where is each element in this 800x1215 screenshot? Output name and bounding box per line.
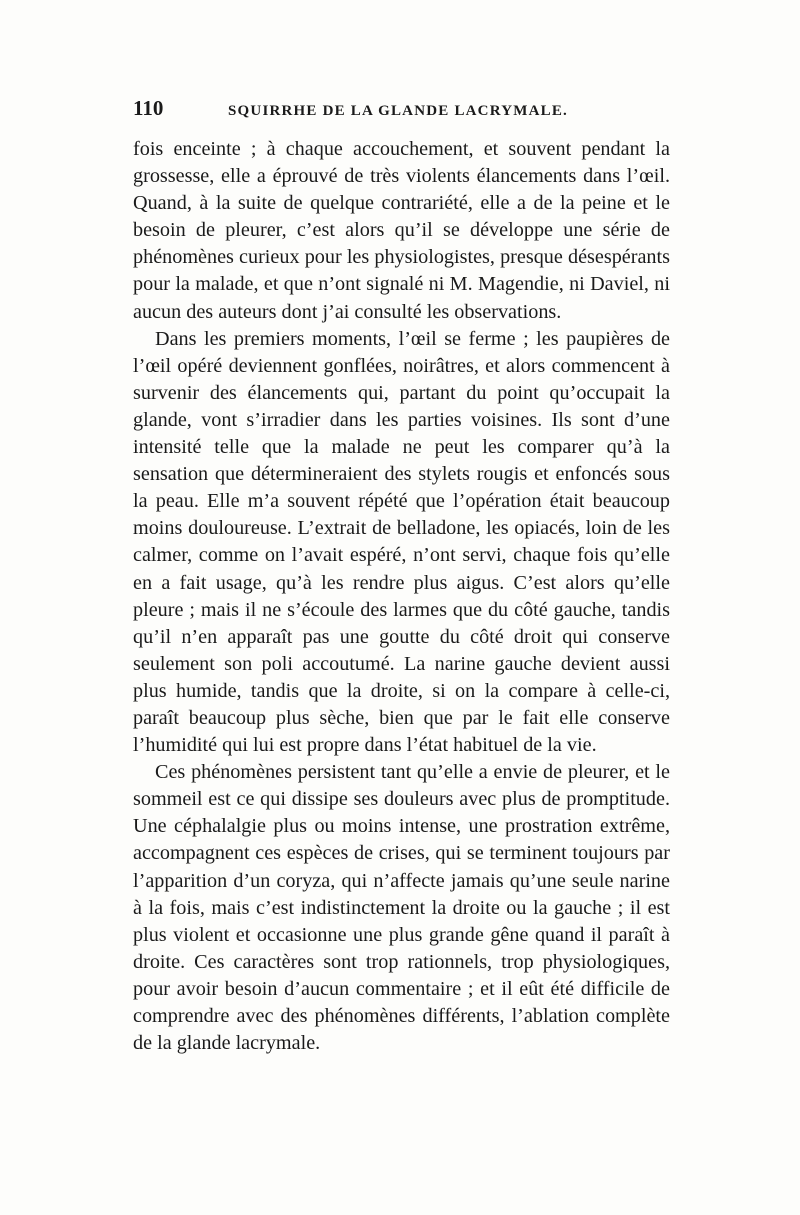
running-title: SQUIRRHE DE LA GLANDE LACRYMALE. [228,103,568,119]
paragraph-continued: fois enceinte ; à chaque accouchement, et souvent pendant la grossesse, elle a éprouvé de très violents élancements dans l’œil. Quand, à la suite de quelque contrariété, elle a de la peine et le besoin de pleurer, c’est alors qu’il se développe une série de phénomènes curieux pour les physiologistes, presque désespérants pour la malade, et que n’ont signalé ni M. Magendie, ni Daviel, ni aucun des auteurs dont j’ai consulté les observations. [133,138,670,323]
running-head [133,96,670,134]
page-number: 110 [133,96,164,120]
book-page [133,96,670,1057]
paragraph: Ces phénomènes persistent tant qu’elle a envie de pleurer, et le sommeil est ce qui dissipe ses douleurs avec plus de promptitude. Une céphalalgie plus ou moins intense, une prostration extrême, accompagnent ces espèces de crises, qui se terminent toujours par l’apparition d’un coryza, qui n’affecte jamais qu’une seule narine à la fois, mais c’est indistinctement la droite ou la gauche ; il est plus violent et occasionne une plus grande gêne quand il paraît à droite. Ces caractères sont trop rationnels, trop physiologiques, pour avoir besoin d’aucun commentaire ; et il eût été difficile de comprendre avec des phénomènes différents, l’ablation complète de la glande lacrymale. [133,761,670,1055]
paragraph: Dans les premiers moments, l’œil se ferme ; les paupières de l’œil opéré deviennent gonflées, noirâtres, et alors commencent à survenir des élancements qui, partant du point qu’occupait la glande, vont s’irradier dans les parties voisines. Ils sont d’une intensité telle que la malade ne peut les comparer qu’à la sensation que détermineraient des stylets rougis et enfoncés sous la peau. Elle m’a souvent répété que l’opération était beaucoup moins douloureuse. L’extrait de belladone, les opiacés, loin de les calmer, comme on l’avait espéré, n’ont servi, chaque fois qu’elle en a fait usage, qu’à les rendre plus aigus. C’est alors qu’elle pleure ; mais il ne s’écoule des larmes que du côté gauche, tandis qu’il n’en apparaît pas une goutte du côté droit qui conserve seulement son poli accoutumé. La narine gauche devient aussi plus humide, tandis que la droite, si on la compare à celle-ci, paraît beaucoup plus sèche, bien que par le fait elle conserve l’humidité qui lui est propre dans l’état habituel de la vie. [133,327,670,757]
